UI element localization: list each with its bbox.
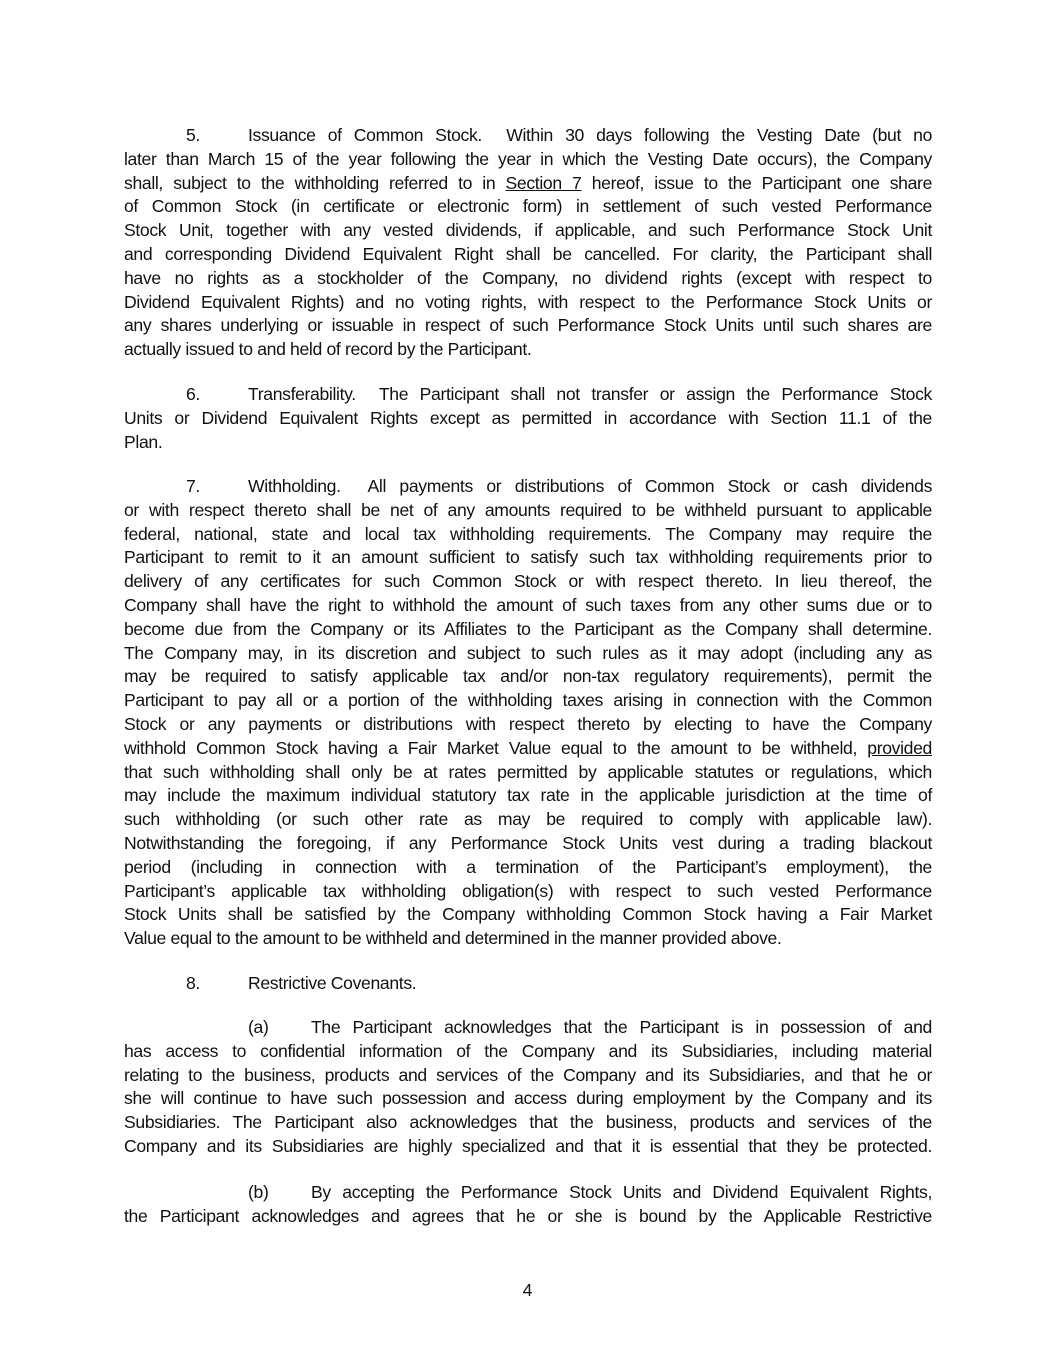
paragraph-text: All payments or distributions of Common Stock or cash dividends [367, 476, 933, 496]
section-7-line-2: or with respect thereto shall be net of any amounts required to be withheld pursuant to applicable [124, 499, 932, 520]
provided-emphasis: provided [867, 737, 932, 758]
subsection-label: (b) [248, 1182, 269, 1202]
section-5-line-9: any shares underlying or issuable in respect of such Performance Stock Units until such shares are [124, 315, 932, 336]
section-7-line-16: Notwithstanding the foregoing, if any Performance Stock Units vest during a trading blackout [124, 832, 932, 853]
section-8a-line-5: Subsidiaries. The Participant also acknowledges that the business, products and services of the [124, 1112, 932, 1133]
section-6-line-2: Units or Dividend Equivalent Rights except as permitted in accordance with Section 11.1 of the [124, 407, 932, 428]
section-8a-line-6: Company and its Subsidiaries are highly specialized and that it is essential that they be protected. [124, 1135, 932, 1156]
section-7-line-18: Participant’s applicable tax withholding obligation(s) with respect to such vested Performance [124, 880, 932, 901]
subsection-label: (a) [248, 1017, 269, 1037]
section-8b [124, 1181, 932, 1229]
section-7-line-10: Participant to pay all or a portion of the withholding taxes arising in connection with the Common [124, 690, 932, 711]
section-8-restrictive-covenants [124, 972, 932, 996]
section-heading: Issuance of Common Stock. [248, 125, 482, 145]
section-7-line-14: may include the maximum individual statutory tax rate in the applicable jurisdiction at the time of [124, 785, 932, 806]
section-7-reference: Section 7 [505, 172, 582, 193]
section-7-line-5: delivery of any certificates for such Common Stock or with respect thereto. In lieu thereof, the [124, 571, 932, 592]
section-8-heading-line [124, 972, 932, 996]
section-8a-line-1 [124, 1016, 932, 1040]
section-7-line-3: federal, national, state and local tax withholding requirements. The Company may require the [124, 523, 932, 544]
page-number: 4 [522, 1280, 533, 1300]
section-8a [124, 1016, 932, 1159]
section-5-line-5: Stock Unit, together with any vested dividends, if applicable, and such Performance Stock Unit [124, 220, 932, 241]
section-5-line-7: have no rights as a stockholder of the Company, no dividend rights (except with respect to [124, 267, 932, 288]
section-7-line-9: may be required to satisfy applicable tax and/or non-tax regulatory requirements), permit the [124, 666, 932, 687]
section-7-line-17: period (including in connection with a termination of the Participant’s employment), the [124, 856, 932, 877]
section-5-line-10: actually issued to and held of record by the Participant. [124, 339, 532, 360]
section-7-withholding [124, 475, 932, 951]
section-heading: Transferability. [248, 384, 356, 404]
section-number: 8. [186, 973, 200, 993]
section-7-line-19: Stock Units shall be satisfied by the Company withholding Common Stock having a Fair Market [124, 904, 932, 925]
section-7-line-15: such withholding (or such other rate as may be required to comply with applicable law). [124, 809, 932, 830]
section-8a-line-3: relating to the business, products and services of the Company and its Subsidiaries, and that he or [124, 1064, 932, 1085]
section-7-line-1 [124, 475, 932, 499]
section-6-line-1 [124, 383, 932, 407]
section-7-line-11: Stock or any payments or distributions with respect thereto by electing to have the Company [124, 713, 932, 734]
section-8b-line-2: the Participant acknowledges and agrees that he or she is bound by the Applicable Restrictive [124, 1205, 932, 1226]
section-heading: Withholding. [248, 476, 341, 496]
section-6-line-3: Plan. [124, 431, 163, 452]
section-number: 7. [186, 476, 200, 496]
section-8a-line-4: she will continue to have such possession and access during employment by the Company and its [124, 1088, 932, 1109]
section-number: 5. [186, 125, 200, 145]
section-8a-line-2: has access to confidential information of the Company and its Subsidiaries, including material [124, 1040, 932, 1061]
section-5-line-2: later than March 15 of the year following the year in which the Vesting Date occurs), the Company [124, 148, 932, 169]
section-5-line-8: Dividend Equivalent Rights) and no voting rights, with respect to the Performance Stock Units or [124, 291, 932, 312]
paragraph-text: shall, subject to the withholding referred to in [124, 172, 506, 193]
section-number: 6. [186, 384, 200, 404]
section-5-issuance-of-common-stock [124, 124, 932, 362]
section-heading: Restrictive Covenants. [248, 973, 417, 993]
section-5-line-1 [124, 124, 932, 148]
section-7-line-20: Value equal to the amount to be withheld and determined in the manner provided above. [124, 928, 782, 949]
paragraph-text: hereof, issue to the Participant one share [581, 172, 933, 193]
section-5-line-4: of Common Stock (in certificate or electronic form) in settlement of such vested Performance [124, 196, 932, 217]
paragraph-text: The Participant acknowledges that the Participant is in possession of and [311, 1017, 932, 1037]
paragraph-text: withhold Common Stock having a Fair Market Value equal to the amount to be withheld, [124, 737, 868, 758]
paragraph-text: Within 30 days following the Vesting Date (but no [506, 125, 932, 145]
section-7-line-7: become due from the Company or its Affiliates to the Participant as the Company shall determine. [124, 618, 932, 639]
section-5-line-6: and corresponding Dividend Equivalent Right shall be cancelled. For clarity, the Participant shall [124, 243, 932, 264]
section-6-transferability [124, 383, 932, 454]
paragraph-text: By accepting the Performance Stock Units and Dividend Equivalent Rights, [311, 1182, 932, 1202]
section-7-line-13: that such withholding shall only be at rates permitted by applicable statutes or regulations, which [124, 761, 932, 782]
section-8b-line-1 [124, 1181, 932, 1205]
section-7-line-12 [124, 737, 932, 761]
section-5-line-3 [124, 172, 932, 196]
paragraph-text: The Participant shall not transfer or assign the Performance Stock [378, 384, 932, 404]
section-7-line-4: Participant to remit to it an amount sufficient to satisfy such tax withholding requirements prior to [124, 547, 932, 568]
section-7-line-8: The Company may, in its discretion and subject to such rules as it may adopt (including any as [124, 642, 932, 663]
section-7-line-6: Company shall have the right to withhold the amount of such taxes from any other sums due or to [124, 594, 932, 615]
